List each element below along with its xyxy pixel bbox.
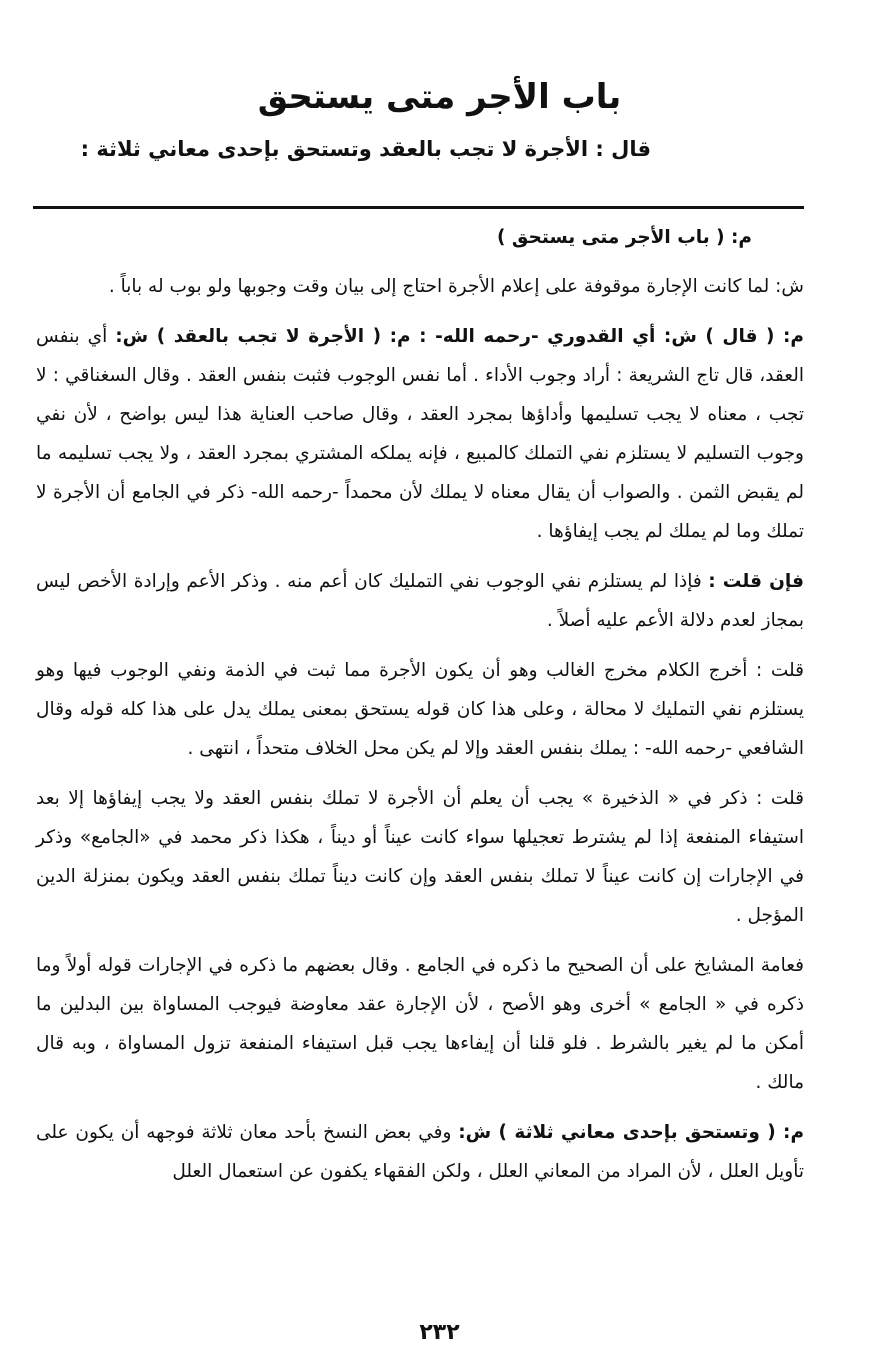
page-number: ٢٣٢ — [419, 1320, 460, 1345]
commentary-paragraph — [36, 651, 804, 768]
chapter-title: باب الأجر متى يستحق — [257, 77, 622, 117]
matn-text: قال : الأجرة لا تجب بالعقد وتستحق بإحدى معاني ثلاثة : — [80, 137, 651, 161]
commentary-paragraph — [36, 562, 804, 640]
paragraph-text: وفي بعض النسخ بأحد معان ثلاثة فوجهه أن يكون على تأويل العلل ، لأن المراد من المعاني العلل ، ولكن الفقهاء يكفون عن استعمال العلل — [36, 1122, 804, 1182]
paragraph-text: قلت : ذكر في « الذخيرة » يجب أن يعلم أن الأجرة لا تملك بنفس العقد ولا يجب إيفاؤها إلا بعد استيفاء المنفعة إذا لم يشترط تعجيلها سواء كانت عيناً أو ديناً ، هكذا ذكر محمد في «الجامع» وذكر في الإجارات إن كانت عيناً لا تملك بنفس العقد وإن كانت ديناً تملك بنفس العقد ويكون بمنزلة الدين المؤجل . — [36, 788, 804, 926]
paragraph-text: فإذا لم يستلزم نفي الوجوب نفي التمليك كان أعم منه . وذكر الأعم وإرادة الأخص ليس بمجاز لعدم دلالة الأعم عليه أصلاً . — [36, 571, 804, 631]
commentary-paragraph — [36, 946, 804, 1102]
commentary-paragraph — [36, 317, 804, 551]
paragraph-text: فعامة المشايخ على أن الصحيح ما ذكره في الجامع . وقال بعضهم ما ذكره في الإجارات قوله أولاً وما ذكره في « الجامع » أخرى وهو الأصح ، لأن الإجارة عقد معاوضة فيوجب المساواة بين البدلين ما أمكن ما لم يغير بالشرط . فلو قلنا أن إيفاءها يجب قبل استيفاء المنفعة تزول المساواة ، وبه قال مالك . — [36, 955, 804, 1093]
paragraph-lead: م: ( قال ) ش: أي القدوري -رحمه الله- : م: ( الأجرة لا تجب بالعقد ) ش: — [115, 326, 804, 347]
commentary-body — [36, 218, 804, 1202]
paragraph-text: قلت : أخرج الكلام مخرج الغالب وهو أن يكون الأجرة مما ثبت في الذمة ونفي الوجوب فيها وهو يستلزم نفي التمليك لا محالة ، وعلى هذا كان قوله يستحق بمعنى يملك يدل على هذا كله قوله وقال الشافعي -رحمه الله- : يملك بنفس العقد وإلا لم يكن محل الخلاف متحداً ، انتهى . — [36, 660, 804, 759]
paragraph-text: أي بنفس العقد، قال تاج الشريعة : أراد وجوب الأداء . أما نفس الوجوب فثبت بنفس العقد . وقال السغناقي : لا تجب ، معناه لا يجب تسليمها وأداؤها بمجرد العقد ، وقال صاحب العناية هذا ليس بواضح ، لأن نفي وجوب التسليم لا يستلزم نفي التملك كالمبيع ، فإنه يملكه المشتري بمجرد العقد ، ولا يجب تسليمه ما لم يقبض الثمن . والصواب أن يقال معناه لا يملك لأن محمداً -رحمه الله- ذكر في الجامع أن الأجرة لا تملك وما لم يملك لم يجب إيفاؤها . — [36, 326, 804, 542]
commentary-paragraph — [36, 779, 804, 935]
commentary-heading — [36, 218, 752, 257]
paragraph-lead: م: ( باب الأجر متى يستحق ) — [496, 227, 752, 248]
paragraph-text: ش: لما كانت الإجارة موقوفة على إعلام الأجرة احتاج إلى بيان وقت وجوبها ولو بوب له باباً . — [108, 276, 804, 297]
paragraph-lead: م: ( وتستحق بإحدى معاني ثلاثة ) ش: — [458, 1122, 805, 1143]
paragraph-lead: فإن قلت : — [708, 571, 804, 592]
commentary-paragraph — [36, 1113, 804, 1191]
separator-rule — [33, 206, 804, 209]
commentary-paragraph — [36, 267, 804, 306]
